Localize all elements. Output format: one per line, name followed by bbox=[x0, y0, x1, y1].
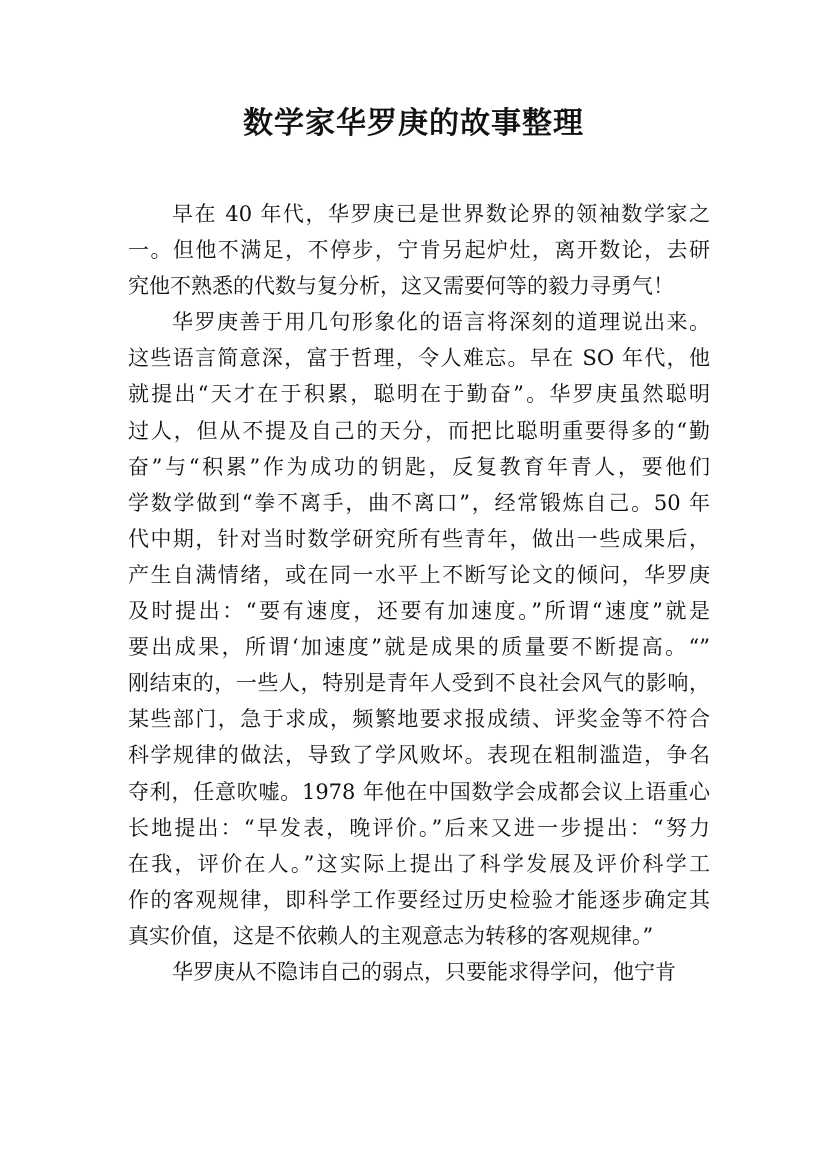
paragraph-1-line-3: 究他不熟悉的代数与复分析，这又需要何等的毅力寻勇气！ bbox=[128, 274, 674, 299]
paragraph-3-line-1: 华罗庚从不隐讳自己的弱点，只要能求得学问，他宁肯 bbox=[172, 959, 676, 984]
paragraph-1-line-1: 早在 40 年代，华罗庚已是世界数论界的领袖数学家之 bbox=[172, 202, 710, 226]
paragraph-2-line-8: 产生自满情绪，或在同一水平上不断写论文的倾问，华罗庚 bbox=[128, 562, 710, 587]
paragraph-2-line-4: 过人，但从不提及自己的天分，而把比聪明重要得多的“勤 bbox=[128, 418, 710, 443]
paragraph-2-line-7: 代中期，针对当时数学研究所有些青年，做出一些成果后， bbox=[128, 526, 710, 551]
paragraph-2-line-6: 学数学做到“拳不离手，曲不离口”，经常锻炼自己。50 年 bbox=[128, 490, 710, 515]
paragraph-2-line-2: 这些语言简意深，富于哲理，令人难忘。早在 SO 年代，他 bbox=[128, 346, 710, 371]
paragraph-2-line-11: 刚结束的，一些人，特别是青年人受到不良社会风气的影响， bbox=[128, 671, 710, 696]
paragraph-2-line-10: 要出成果，所谓‘加速度”就是成果的质量要不断提高。“” bbox=[128, 635, 710, 660]
paragraph-2-line-16: 在我，评价在人。”这实际上提出了科学发展及评价科学工 bbox=[128, 851, 710, 876]
paragraph-2-line-15: 长地提出：“早发表，晚评价。”后来又进一步提出：“努力 bbox=[128, 815, 710, 840]
paragraph-2-line-13: 科学规律的做法，导致了学风败坏。表现在粗制滥造，争名 bbox=[128, 743, 710, 768]
document-title: 数学家华罗庚的故事整理 bbox=[243, 106, 584, 141]
paragraph-2-line-9: 及时提出：“要有速度，还要有加速度。”所谓“速度”就是 bbox=[128, 599, 710, 624]
paragraph-1-line-2: 一。但他不满足，不停步，宁肯另起炉灶，离开数论，去研 bbox=[128, 238, 710, 263]
paragraph-2-line-17: 作的客观规律，即科学工作要经过历史检验才能逐步确定其 bbox=[128, 887, 710, 912]
paragraph-2-line-18: 真实价值，这是不依赖人的主观意志为转移的客观规律。” bbox=[128, 923, 654, 948]
paragraph-2-line-5: 奋”与“积累”作为成功的钥匙，反复教育年青人，要他们 bbox=[128, 454, 710, 479]
paragraph-2-line-3: 就提出“天才在于积累，聪明在于勤奋”。华罗庚虽然聪明 bbox=[128, 382, 710, 407]
paragraph-2-line-12: 某些部门，急于求成，频繁地要求报成绩、评奖金等不符合 bbox=[128, 707, 710, 732]
paragraph-2-line-14: 夺利，任意吹嘘。1978 年他在中国数学会成都会议上语重心 bbox=[128, 779, 710, 804]
document-body bbox=[128, 196, 710, 990]
paragraph-2-line-1: 华罗庚善于用几句形象化的语言将深刻的道理说出来。 bbox=[172, 310, 710, 335]
